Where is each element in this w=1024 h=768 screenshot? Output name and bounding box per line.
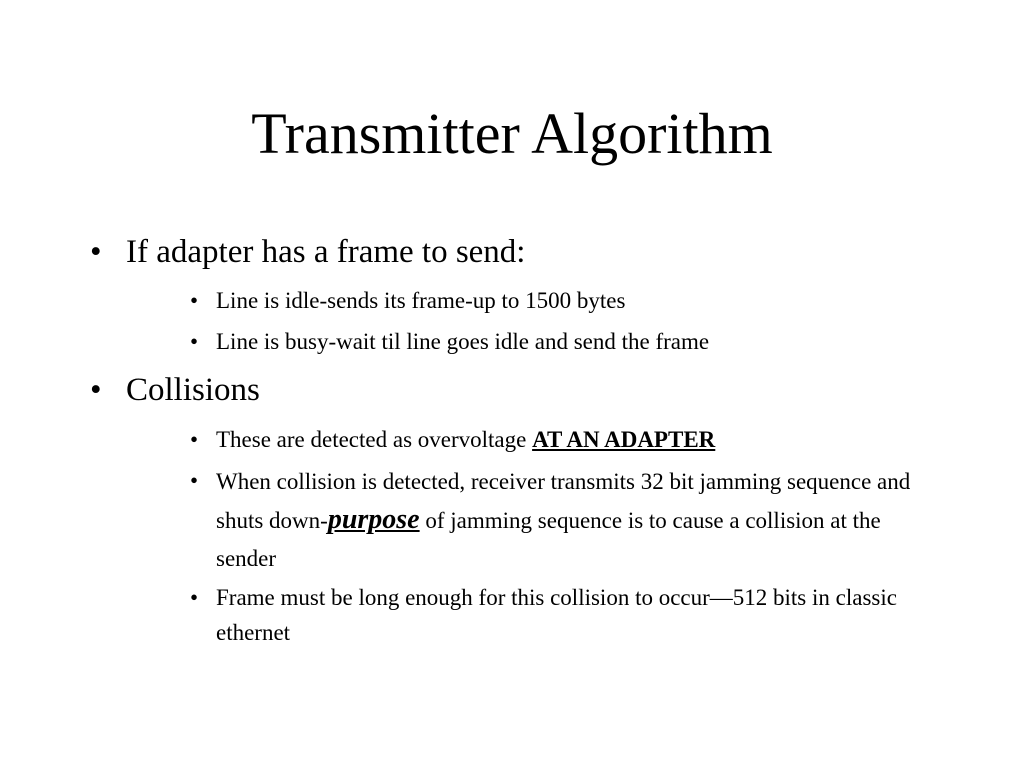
bullet-dot: • — [190, 585, 199, 610]
bullet-dot: • — [190, 329, 199, 354]
sub-bullet-text — [216, 463, 946, 578]
sub-bullet-text-post: of jamming sequence is to cause a collision at the sender — [216, 508, 881, 571]
emphasis-at-an-adapter: AT AN ADAPTER — [532, 427, 716, 452]
bullet-text: If adapter has a frame to send: — [126, 234, 526, 270]
bullet-dot: • — [190, 468, 199, 493]
sub-bullet-overvoltage — [190, 422, 950, 457]
sub-bullet-text: Line is busy-wait til line goes idle and send the frame — [216, 329, 710, 354]
sub-bullet-jamming — [190, 463, 950, 578]
sub-bullet-text: Line is idle-sends its frame-up to 1500 bytes — [216, 288, 626, 313]
sub-bullet-line-busy — [190, 324, 950, 359]
sub-bullet-text: Frame must be long enough for this collision to occur—512 bits in classic ethernet — [216, 585, 897, 645]
emphasis-purpose: purpose — [327, 504, 420, 535]
bullet-dot: • — [190, 427, 199, 452]
bullet-dot: • — [90, 234, 102, 270]
sub-bullet-text — [216, 422, 946, 457]
bullet-dot: • — [90, 372, 102, 408]
bullet-text: Collisions — [126, 372, 260, 408]
slide-title: Transmitter Algorithm — [251, 101, 773, 166]
sub-bullet-text-pre: When collision is detected, receiver transmits 32 bit jamming sequence and shuts down- — [216, 469, 911, 533]
sub-bullet-text-pre: These are detected as overvoltage — [216, 427, 533, 452]
bullet-dot: • — [190, 288, 199, 313]
sub-bullet-frame-length — [190, 580, 950, 650]
sub-bullet-line-idle — [190, 283, 950, 318]
